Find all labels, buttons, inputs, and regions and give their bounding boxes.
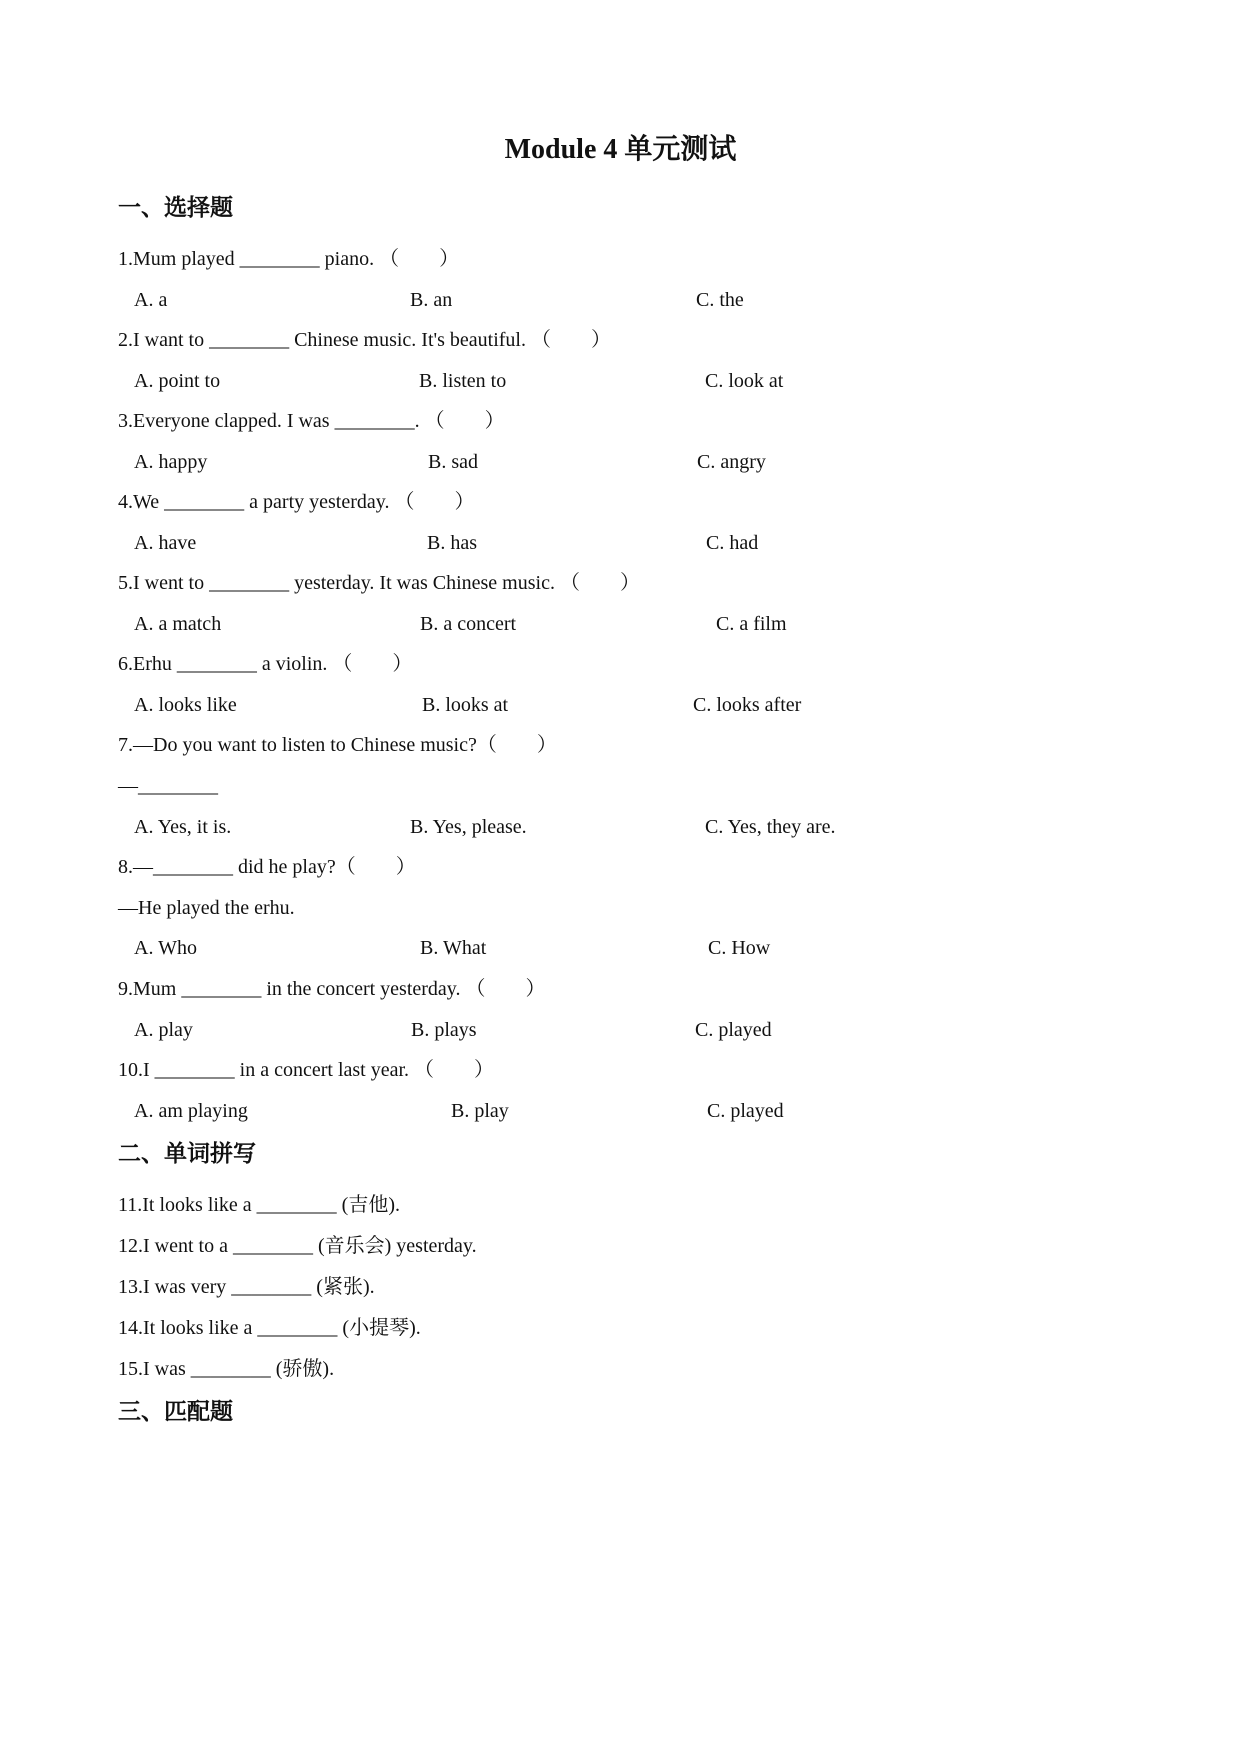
section-heading-matching: 三、匹配题 bbox=[118, 1399, 233, 1424]
question-4-option-a: A. have bbox=[134, 532, 197, 554]
question-2-stem: 2.I want to ________ Chinese music. It's beautiful. （ ） bbox=[118, 329, 611, 351]
question-2-option-c: C. look at bbox=[705, 370, 784, 392]
question-4-option-c: C. had bbox=[706, 532, 759, 554]
question-3-option-c: C. angry bbox=[697, 451, 766, 473]
spelling-item-14: 14.It looks like a ________ (小提琴). bbox=[118, 1317, 421, 1339]
spelling-item-12: 12.I went to a ________ (音乐会) yesterday. bbox=[118, 1235, 477, 1257]
question-1-option-a: A. a bbox=[134, 289, 168, 311]
question-2-option-a: A. point to bbox=[134, 370, 221, 392]
question-5-option-b: B. a concert bbox=[420, 613, 517, 635]
question-7-answer-blank: —________ bbox=[118, 775, 218, 797]
question-5-stem: 5.I went to ________ yesterday. It was Chinese music. （ ） bbox=[118, 572, 640, 594]
question-10-option-a: A. am playing bbox=[134, 1100, 248, 1122]
question-4-stem: 4.We ________ a party yesterday. （ ） bbox=[118, 491, 475, 513]
spelling-item-15: 15.I was ________ (骄傲). bbox=[118, 1358, 335, 1380]
spelling-item-13: 13.I was very ________ (紧张). bbox=[118, 1276, 375, 1298]
question-4-option-b: B. has bbox=[427, 532, 477, 554]
question-8-option-b: B. What bbox=[420, 937, 487, 959]
section-heading-spelling: 二、单词拼写 bbox=[118, 1141, 256, 1166]
question-6-stem: 6.Erhu ________ a violin. （ ） bbox=[118, 653, 413, 675]
question-8-option-c: C. How bbox=[708, 937, 771, 959]
question-3-stem: 3.Everyone clapped. I was ________. （ ） bbox=[118, 410, 505, 432]
question-1-stem: 1.Mum played ________ piano. （ ） bbox=[118, 248, 460, 270]
question-9-option-b: B. plays bbox=[411, 1019, 477, 1041]
question-9-option-a: A. play bbox=[134, 1019, 193, 1041]
question-7-stem: 7.—Do you want to listen to Chinese music?（ ） bbox=[118, 734, 557, 756]
question-7-option-b: B. Yes, please. bbox=[410, 816, 527, 838]
spelling-item-11: 11.It looks like a ________ (吉他). bbox=[118, 1194, 401, 1216]
question-3-option-a: A. happy bbox=[134, 451, 208, 473]
question-8-option-a: A. Who bbox=[134, 937, 197, 959]
question-9-option-c: C. played bbox=[695, 1019, 772, 1041]
question-10-option-b: B. play bbox=[451, 1100, 509, 1122]
page-title: Module 4 单元测试 bbox=[504, 134, 737, 165]
question-6-option-b: B. looks at bbox=[422, 694, 509, 716]
question-5-option-a: A. a match bbox=[134, 613, 222, 635]
question-3-option-b: B. sad bbox=[428, 451, 478, 473]
question-6-option-c: C. looks after bbox=[693, 694, 802, 716]
question-7-option-a: A. Yes, it is. bbox=[134, 816, 232, 838]
question-6-option-a: A. looks like bbox=[134, 694, 237, 716]
question-1-option-b: B. an bbox=[410, 289, 453, 311]
question-2-option-b: B. listen to bbox=[419, 370, 507, 392]
question-10-option-c: C. played bbox=[707, 1100, 784, 1122]
question-8-stem: 8.—________ did he play?（ ） bbox=[118, 856, 416, 878]
question-1-option-c: C. the bbox=[696, 289, 744, 311]
question-5-option-c: C. a film bbox=[716, 613, 787, 635]
section-heading-choice: 一、选择题 bbox=[118, 195, 233, 220]
question-9-stem: 9.Mum ________ in the concert yesterday. （ ） bbox=[118, 978, 546, 1000]
question-7-option-c: C. Yes, they are. bbox=[705, 816, 836, 838]
question-10-stem: 10.I ________ in a concert last year. （ ） bbox=[118, 1059, 495, 1081]
question-8-dialogue: —He played the erhu. bbox=[118, 897, 295, 919]
